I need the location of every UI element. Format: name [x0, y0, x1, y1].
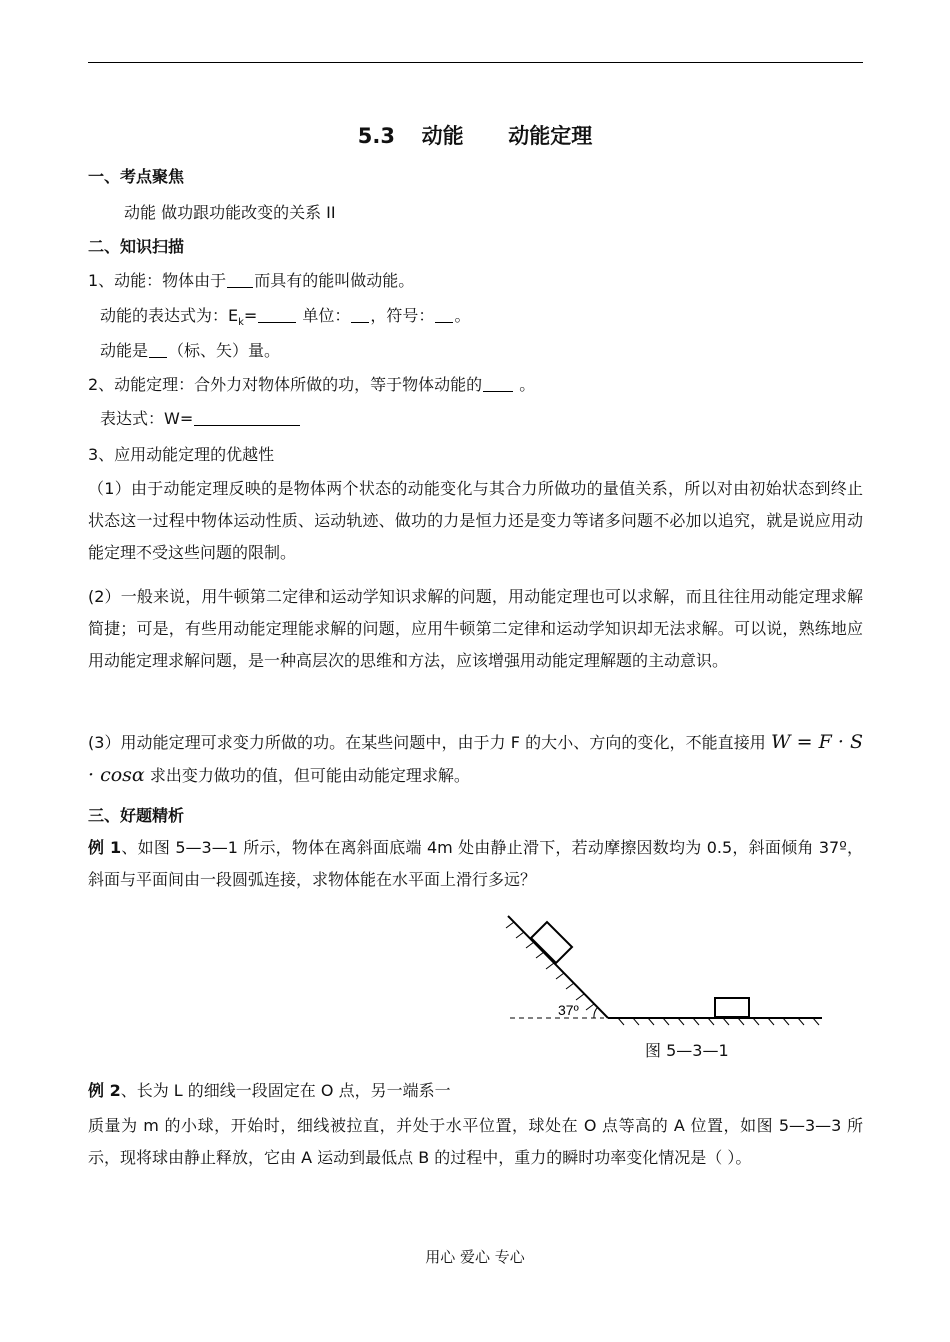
page-title — [0, 120, 950, 150]
section-heading-1: 一、考点聚焦 — [88, 167, 185, 186]
title-part1: 动能 — [421, 124, 464, 148]
ground-hatching — [618, 1018, 819, 1025]
fill-blank — [194, 409, 300, 426]
page-footer: 用心 爱心 专心 — [425, 1248, 525, 1266]
text-segment: = — [243, 306, 258, 325]
fill-blank — [351, 306, 369, 323]
section-heading-3: 三、好题精析 — [88, 806, 185, 825]
text-segment: 而具有的能叫做动能。 — [254, 271, 415, 290]
text-segment: 单位： — [297, 306, 351, 325]
text-segment: （标、矢）量。 — [168, 341, 281, 360]
section-1-content: 动能 做功跟功能改变的关系 II — [124, 203, 336, 222]
example-2-text: 质量为 m 的小球，开始时，细线被拉直，并处于水平位置，球处在 O 点等高的 A 位置，如图 5—3—3 所示，现将球由静止释放，它由 A 运动到最低点 B 的过程中，重力的瞬时功率变化情况是（ ）。 — [88, 1116, 863, 1167]
knowledge-line-6: 3、应用动能定理的优越性 — [88, 445, 275, 464]
figure-caption: 图 5—3—1 — [645, 1041, 729, 1060]
text-segment: 求出变力做功的值，但可能由动能定理求解。 — [144, 766, 470, 785]
example-1-label: 例 1 — [88, 838, 122, 857]
text-segment: 动能是 — [100, 341, 149, 360]
knowledge-line-4 — [88, 372, 535, 395]
example-2-line1: 、长为 L 的细线一段固定在 O 点，另一端系一 — [120, 1081, 451, 1100]
text-segment: 2、动能定理：合外力对物体所做的功，等于物体动能的 — [88, 375, 483, 394]
fill-blank — [149, 341, 167, 358]
text-segment: 。 — [514, 375, 536, 394]
fill-blank — [435, 306, 453, 323]
example-1 — [88, 832, 863, 896]
example-2-label: 例 2 — [88, 1081, 121, 1100]
title-part2: 动能定理 — [508, 124, 593, 148]
text-segment: 1、动能：物体由于 — [88, 271, 227, 290]
text-segment: 表达式：W= — [100, 409, 194, 428]
paragraph-3 — [88, 726, 863, 792]
fill-blank — [258, 306, 296, 323]
paragraph-1: （1）由于动能定理反映的是物体两个状态的动能变化与其合力所做功的量值关系，所以对由初始状态到终止状态这一过程中物体运动性质、运动轨迹、做功的力是恒力还是变力等诸多问题不必加以追究，就是说应用动能定理不受这些问题的限制。 — [88, 479, 863, 562]
block-on-ground — [715, 998, 749, 1017]
subscript: k — [238, 317, 244, 329]
angle-label: 37º — [558, 1002, 579, 1018]
fill-blank — [227, 271, 253, 288]
fill-blank — [483, 375, 513, 392]
knowledge-line-2 — [100, 303, 470, 328]
text-segment: 。 — [454, 306, 471, 325]
title-number: 5.3 — [357, 124, 395, 148]
text-segment: 动能的表达式为：E — [100, 306, 239, 325]
angle-arc — [594, 1007, 598, 1018]
work-formula: W = F · S · cosα — [88, 731, 863, 786]
paragraph-2: (2）一般来说，用牛顿第二定律和运动学知识求解的问题，用动能定理也可以求解，而且往往用动能定理求解简捷；可是，有些用动能定理能求解的问题，应用牛顿第二定律和运动学知识却无法求解。可以说，熟练地应用动能定理求解问题，是一种高层次的思维和方法，应该增强用动能定理解题的主动意识。 — [88, 587, 863, 670]
knowledge-line-1 — [88, 268, 414, 291]
header-rule — [88, 62, 863, 63]
knowledge-line-5 — [100, 406, 301, 429]
example-2-first-line — [88, 1078, 451, 1101]
text-segment: ，符号： — [370, 306, 435, 325]
incline-figure — [500, 908, 830, 1033]
section-heading-2: 二、知识扫描 — [88, 237, 185, 256]
text-segment: (3）用动能定理可求变力所做的功。在某些问题中，由于力 F 的大小、方向的变化，不能直接用 — [88, 733, 766, 752]
example-1-text: 、如图 5—3—1 所示，物体在离斜面底端 4m 处由静止滑下，若动摩擦因数均为 0.5，斜面倾角 37º，斜面与平面间由一段圆弧连接，求物体能在水平面上滑行多远？ — [88, 838, 863, 889]
knowledge-line-3 — [100, 338, 280, 361]
